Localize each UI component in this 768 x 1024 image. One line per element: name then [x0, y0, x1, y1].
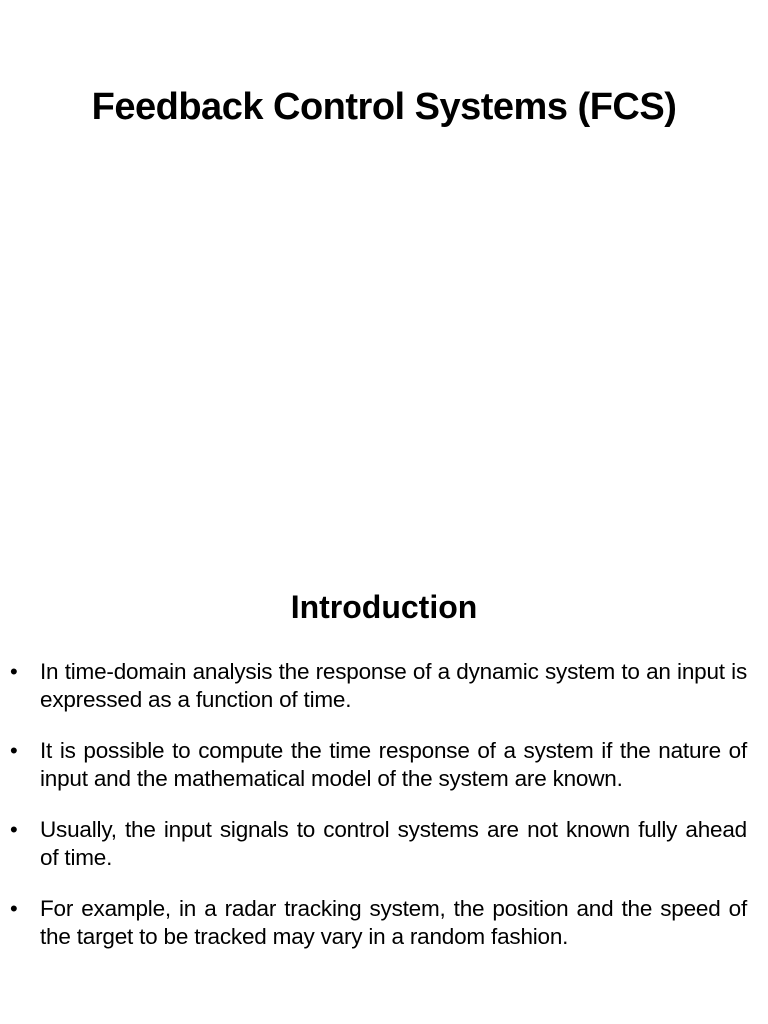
bullet-item	[0, 658, 768, 714]
bullet-icon: •	[10, 817, 18, 842]
bullet-icon: •	[10, 738, 18, 763]
bullet-text: Usually, the input signals to control systems are not known fully ahead of time.	[40, 817, 747, 870]
bullet-icon: •	[10, 896, 18, 921]
bullet-item	[0, 816, 768, 872]
bullet-text: In time-domain analysis the response of a dynamic system to an input is expressed as a function of time.	[40, 659, 747, 712]
bullet-text: It is possible to compute the time response of a system if the nature of input and the mathematical model of the system are known.	[40, 738, 747, 791]
section-heading: Introduction	[290, 589, 478, 625]
bullet-item	[0, 737, 768, 793]
bullet-icon: •	[10, 659, 18, 684]
bullet-item	[0, 895, 768, 951]
slide-title: Feedback Control Systems (FCS)	[91, 86, 677, 128]
bullet-text: For example, in a radar tracking system, the position and the speed of the target to be tracked may vary in a random fashion.	[40, 896, 747, 949]
bullet-list	[0, 658, 768, 974]
